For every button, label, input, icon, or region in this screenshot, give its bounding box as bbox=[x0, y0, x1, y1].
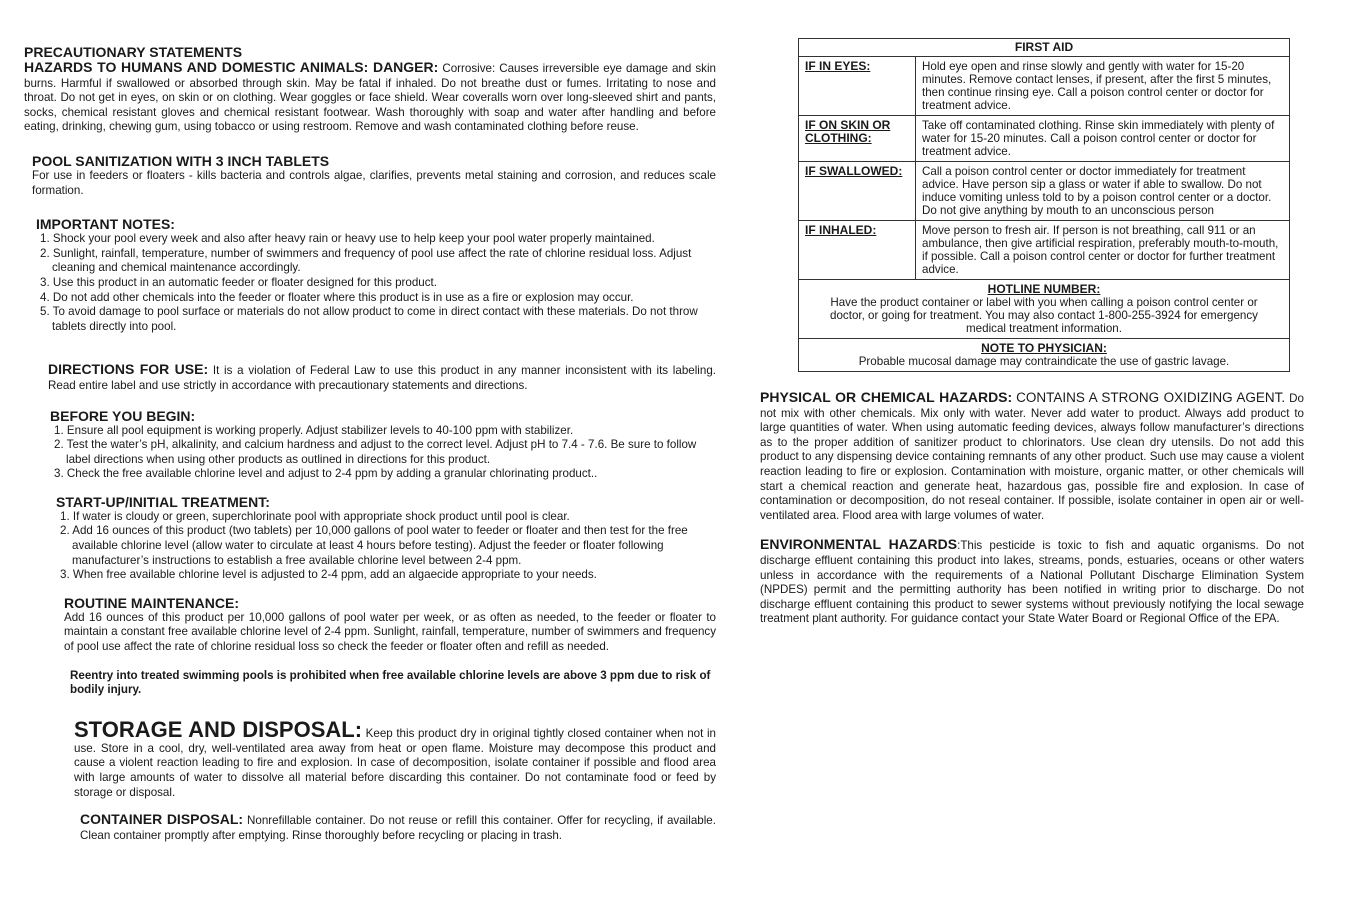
table-row bbox=[799, 116, 1290, 162]
directions-heading: DIRECTIONS FOR USE: bbox=[48, 361, 209, 378]
startup-section bbox=[24, 494, 716, 583]
physical-section bbox=[760, 390, 1304, 523]
list-item: 2. Sunlight, rainfall, temperature, number of swimmers and frequency of pool use affect the rate of chlorine residual loss. Adjust cleaning and chemical maintenance accordingly. bbox=[40, 246, 692, 275]
list-item: 3. Check the free available chlorine level and adjust to 2-4 ppm by adding a granular chlorinating product.. bbox=[54, 467, 598, 481]
first-aid-label: IF IN EYES: bbox=[799, 57, 916, 116]
first-aid-label: IF INHALED: bbox=[799, 221, 916, 280]
reentry-text: Reentry into treated swimming pools is prohibited when free available chlorine levels are above 3 ppm due to risk of bodily injury. bbox=[70, 668, 711, 697]
startup-heading: START-UP/INITIAL TREATMENT: bbox=[56, 493, 270, 510]
physical-text: Do not mix with other chemicals. Mix only with water. Never add water to product. Always add product to large quantities of water. When using automatic feeding devices, always follow manufacturer’s directions as to the proper addition of sanitizer product to chlorinators. Use clean dry utensils. Do not add this product to any dispensing device containing remnants of any other product. Such use may cause a violent reaction leading to fire or explosion. Contamination with moisture, organic matter, or other chemicals will start a chemical reaction and generate heat, hazardous gas, possible fire and explosion. In case of contamination or decomposition, do not reseal container. If possible, isolate container in open air or well-ventilated area. Flood area with large volumes of water. bbox=[760, 392, 1304, 522]
first-aid-title: FIRST AID bbox=[799, 39, 1290, 57]
list-item: 2. Test the water’s pH, alkalinity, and calcium hardness and adjust to the correct level. Adjust pH to 7.4 - 7.6. Be sure to follow label directions when using other products as outlined in directions for this product. bbox=[54, 438, 697, 466]
first-aid-text: Take off contaminated clothing. Rinse skin immediately with plenty of water for 15-20 minutes. Call a poison control center or doctor for treatment advice. bbox=[916, 116, 1290, 162]
routine-section bbox=[24, 595, 716, 655]
container-heading: CONTAINER DISPOSAL: bbox=[80, 811, 244, 828]
routine-heading: ROUTINE MAINTENANCE: bbox=[64, 594, 239, 611]
table-row bbox=[799, 162, 1290, 221]
first-aid-table bbox=[798, 38, 1290, 372]
directions-text: It is a violation of Federal Law to use this product in any manner inconsistent with its labeling. Read entire label and use strictly in accordance with precautionary statements and directions. bbox=[48, 364, 716, 392]
first-aid-text: Move person to fresh air. If person is not breathing, call 911 or an ambulance, then give artificial respiration, preferably mouth-to-mouth, if possible. Call a poison control center or doctor for further treatment advice. bbox=[916, 221, 1290, 280]
pool-text: For use in feeders or floaters - kills bacteria and controls algae, clarifies, prevents metal staining and corrosion, and reduces scale formation. bbox=[32, 168, 716, 197]
notes-heading: IMPORTANT NOTES: bbox=[36, 216, 175, 233]
left-column bbox=[24, 44, 716, 843]
list-item: 1. Shock your pool every week and also after heavy rain or heavy use to help keep your pool water properly maintained. bbox=[40, 232, 655, 246]
physician-heading: NOTE TO PHYSICIAN: bbox=[981, 341, 1107, 355]
hotline-heading: HOTLINE NUMBER: bbox=[987, 282, 1101, 296]
notes-list bbox=[36, 232, 716, 334]
before-list bbox=[50, 424, 716, 482]
before-heading: BEFORE YOU BEGIN: bbox=[50, 407, 196, 424]
list-item: 1. Ensure all pool equipment is working properly. Adjust stabilizer levels to 40-100 ppm with stabilizer. bbox=[54, 423, 574, 437]
table-row bbox=[799, 339, 1290, 372]
table-row bbox=[799, 280, 1290, 339]
environmental-heading: ENVIRONMENTAL HAZARDS bbox=[760, 536, 958, 553]
routine-text: Add 16 ounces of this product per 10,000 gallons of pool water per week, or as often as needed, to the feeder or floater to maintain a constant free available chlorine level of 2-4 ppm. Sunlight, rainfall, temperature, number of swimmers and frequency of pool use affect the rate of chlorine residual loss so check the feeder or floater often and refill as needed. bbox=[64, 610, 716, 654]
hazard-text: Corrosive: Causes irreversible eye damage and skin burns. Harmful if swallowed or absorbed through skin. May be fatal if inhaled. Do not breathe dust or fumes. Irritating to nose and throat. Do not get in eyes, on skin or on clothing. Wear goggles or face shield. Wear coveralls worn over long-sleeved shirt and pants, socks, chemical resistant gloves and chemical resistant footwear. Wash thoroughly with soap and water after handling and before eating, drinking, chewing gum, using tobacco or using restroom. Remove and wash contaminated clothing before reuse. bbox=[24, 62, 716, 134]
startup-list bbox=[56, 510, 716, 583]
hotline-text: Have the product container or label with you when calling a poison control center or doctor, or going for treatment. You may also contact 1-800-255-3924 for emergency medical treatment information. bbox=[830, 296, 1258, 335]
physician-text: Probable mucosal damage may contraindicate the use of gastric lavage. bbox=[858, 355, 1230, 368]
storage-section bbox=[24, 718, 716, 800]
environmental-text: :This pesticide is toxic to fish and aquatic organisms. Do not discharge effluent containing this product into lakes, streams, ponds, estuaries, oceans or other waters unless in accordance with the requirements of a National Pollutant Discharge Elimination System (NPDES) permit and the permitting authority has been notified in writing prior to discharge. Do not discharge effluent containing this product to sewer systems without previously notifying the local sewage treatment plant authority. For guidance contact your State Water Board or Regional Office of the EPA. bbox=[760, 539, 1304, 626]
precautionary-section bbox=[24, 44, 716, 135]
directions-section bbox=[24, 362, 716, 393]
physical-lead: CONTAINS A STRONG OXIDIZING AGENT. bbox=[1016, 390, 1286, 405]
table-row bbox=[799, 221, 1290, 280]
container-section bbox=[24, 812, 716, 843]
list-item: 3. When free available chlorine level is adjusted to 2-4 ppm, add an algaecide appropriate to your needs. bbox=[60, 568, 597, 582]
reentry-section bbox=[24, 669, 716, 698]
list-item: 3. Use this product in an automatic feeder or floater designed for this product. bbox=[40, 275, 437, 289]
list-item: 2. Add 16 ounces of this product (two tablets) per 10,000 gallons of pool water to feeder or floater and then test for the free available chlorine level (allow water to circulate at least 4 hours before testing). Adjust the feeder or floater following manufacturer’s instructions to establish a free available chlorine level between 2-4 ppm. bbox=[60, 524, 688, 567]
pool-heading: POOL SANITIZATION WITH 3 INCH TABLETS bbox=[32, 152, 330, 169]
first-aid-label: IF SWALLOWED: bbox=[799, 162, 916, 221]
list-item: 1. If water is cloudy or green, superchlorinate pool with appropriate shock product until pool is clear. bbox=[60, 509, 570, 523]
first-aid-text: Hold eye open and rinse slowly and gently with water for 15-20 minutes. Remove contact lenses, if present, after the first 5 minutes, then continue rinsing eye. Call a poison control center or doctor for treatment advice. bbox=[916, 57, 1290, 116]
right-column bbox=[760, 38, 1304, 627]
first-aid-label: IF ON SKIN OR CLOTHING: bbox=[799, 116, 916, 162]
before-section bbox=[24, 408, 716, 482]
list-item: 5. To avoid damage to pool surface or materials do not allow product to come in direct contact with these materials. Do not throw tablets directly into pool. bbox=[40, 305, 698, 333]
container-text: Nonrefillable container. Do not reuse or refill this container. Offer for recycling, if available. Clean container promptly after emptying. Rinse thoroughly before recycling or placing in trash. bbox=[80, 814, 716, 842]
physician-cell bbox=[799, 339, 1290, 372]
first-aid-text: Call a poison control center or doctor immediately for treatment advice. Have person sip a glass or water if able to swallow. Do not induce vomiting unless told to by a poison control center or a doctor. Do not give anything by mouth to an unconscious person bbox=[916, 162, 1290, 221]
hotline-cell bbox=[799, 280, 1290, 339]
precautionary-title: PRECAUTIONARY STATEMENTS bbox=[24, 44, 243, 60]
storage-text: Keep this product dry in original tightly closed container when not in use. Store in a cool, dry, well-ventilated area away from heat or open flame. Moisture may decompose this product and cause a violent reaction leading to fire and explosion. In case of decomposition, isolate container if possible and flood area with large amounts of water to dissolve all material before discarding this container. Do not contaminate food or feed by storage or disposal. bbox=[74, 726, 716, 799]
hazard-heading: HAZARDS TO HUMANS AND DOMESTIC ANIMALS: DANGER: bbox=[24, 59, 439, 75]
physical-heading: PHYSICAL OR CHEMICAL HAZARDS: bbox=[760, 389, 1013, 405]
table-row bbox=[799, 57, 1290, 116]
environmental-section bbox=[760, 537, 1304, 627]
pool-section bbox=[24, 153, 716, 198]
notes-section bbox=[24, 216, 716, 334]
storage-heading: STORAGE AND DISPOSAL: bbox=[74, 716, 363, 742]
list-item: 4. Do not add other chemicals into the feeder or floater where this product is in use as a fire or explosion may occur. bbox=[40, 290, 634, 304]
